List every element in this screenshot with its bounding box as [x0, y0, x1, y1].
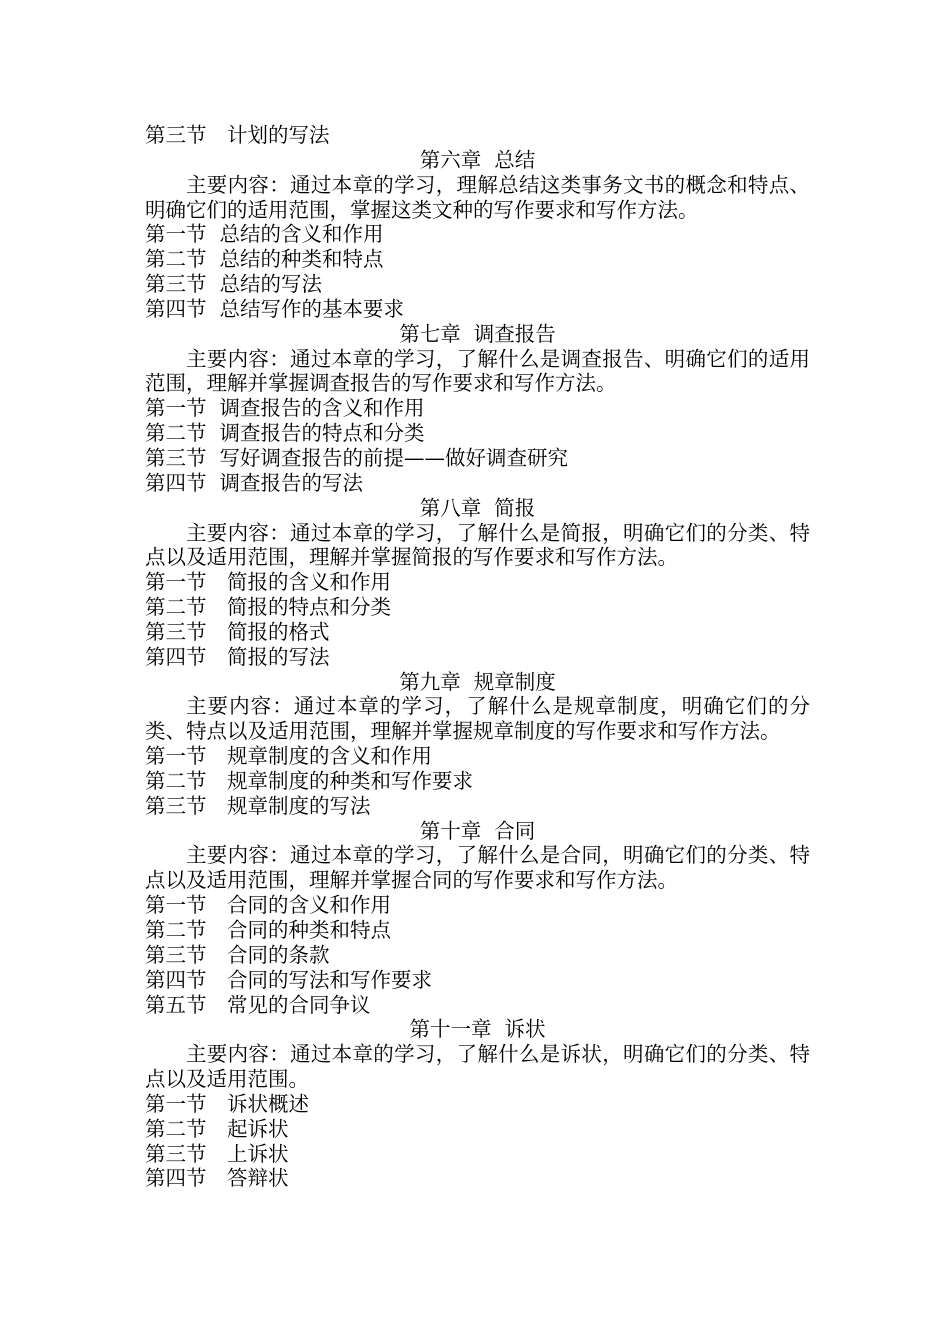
- section-heading: 第三节 计划的写法: [145, 123, 330, 147]
- section-heading: 第二节 简报的特点和分类: [145, 595, 391, 620]
- section-heading: 第四节 简报的写法: [145, 644, 330, 669]
- chapter-summary: 主要内容：通过本章的学习，了解什么是规章制度，明确它们的分类、特点以及适用范围，理解并掌握规章制度的写作要求和写作方法。: [145, 694, 810, 744]
- section-heading: 第二节 总结的种类和特点: [145, 247, 384, 272]
- section-heading: 第二节 调查报告的特点和分类: [145, 421, 425, 446]
- section-heading: 第一节 合同的含义和作用: [145, 893, 391, 918]
- chapter-summary: 主要内容：通过本章的学习，了解什么是调查报告、明确它们的适用范围，理解并掌握调查报告的写作要求和写作方法。: [145, 346, 810, 396]
- section-heading: 第四节 总结写作的基本要求: [145, 296, 405, 321]
- chapter-title: 第九章 规章制度: [399, 669, 556, 694]
- section-heading: 第一节 总结的含义和作用: [145, 222, 384, 247]
- section-heading: 第三节 合同的条款: [145, 942, 330, 967]
- section-heading: 第四节 答辩状: [145, 1166, 289, 1191]
- section-heading: 第三节 规章制度的写法: [145, 793, 371, 818]
- section-heading: 第三节 总结的写法: [145, 272, 323, 297]
- chapter-summary: 主要内容：通过本章的学习，了解什么是简报，明确它们的分类、特点以及适用范围，理解并掌握简报的写作要求和写作方法。: [145, 520, 810, 570]
- section-heading: 第四节 合同的写法和写作要求: [145, 967, 432, 992]
- chapter-summary: 主要内容：通过本章的学习，了解什么是诉状，明确它们的分类、特点以及适用范围。: [145, 1042, 810, 1092]
- section-heading: 第一节 简报的含义和作用: [145, 570, 391, 595]
- section-heading: 第二节 合同的种类和特点: [145, 918, 391, 942]
- section-heading: 第二节 规章制度的种类和写作要求: [145, 768, 473, 793]
- chapter-title: 第六章 总结: [419, 147, 536, 172]
- section-heading: 第四节 调查报告的写法: [145, 470, 364, 495]
- chapter-title: 第十一章 诉状: [409, 1017, 546, 1042]
- chapter-summary: 主要内容：通过本章的学习，了解什么是合同，明确它们的分类、特点以及适用范围，理解并掌握合同的写作要求和写作方法。: [145, 843, 810, 893]
- section-heading: 第三节 简报的格式: [145, 619, 330, 644]
- section-heading: 第一节 调查报告的含义和作用: [145, 396, 425, 421]
- section-heading: 第三节 写好调查报告的前提——做好调查研究: [145, 445, 569, 470]
- chapter-title: 第十章 合同: [419, 818, 536, 843]
- section-heading: 第一节 规章制度的含义和作用: [145, 744, 432, 769]
- chapter-title: 第八章 简报: [419, 495, 536, 520]
- chapter-title: 第七章 调查报告: [399, 321, 556, 346]
- section-heading: 第二节 起诉状: [145, 1116, 289, 1141]
- section-heading: 第三节 上诉状: [145, 1141, 289, 1166]
- section-heading: 第五节 常见的合同争议: [145, 992, 371, 1017]
- chapter-summary: 主要内容：通过本章的学习，理解总结这类事务文书的概念和特点、明确它们的适用范围，掌握这类文种的写作要求和写作方法。: [145, 172, 810, 222]
- document-page: [145, 123, 810, 1191]
- section-heading: 第一节 诉状概述: [145, 1091, 309, 1116]
